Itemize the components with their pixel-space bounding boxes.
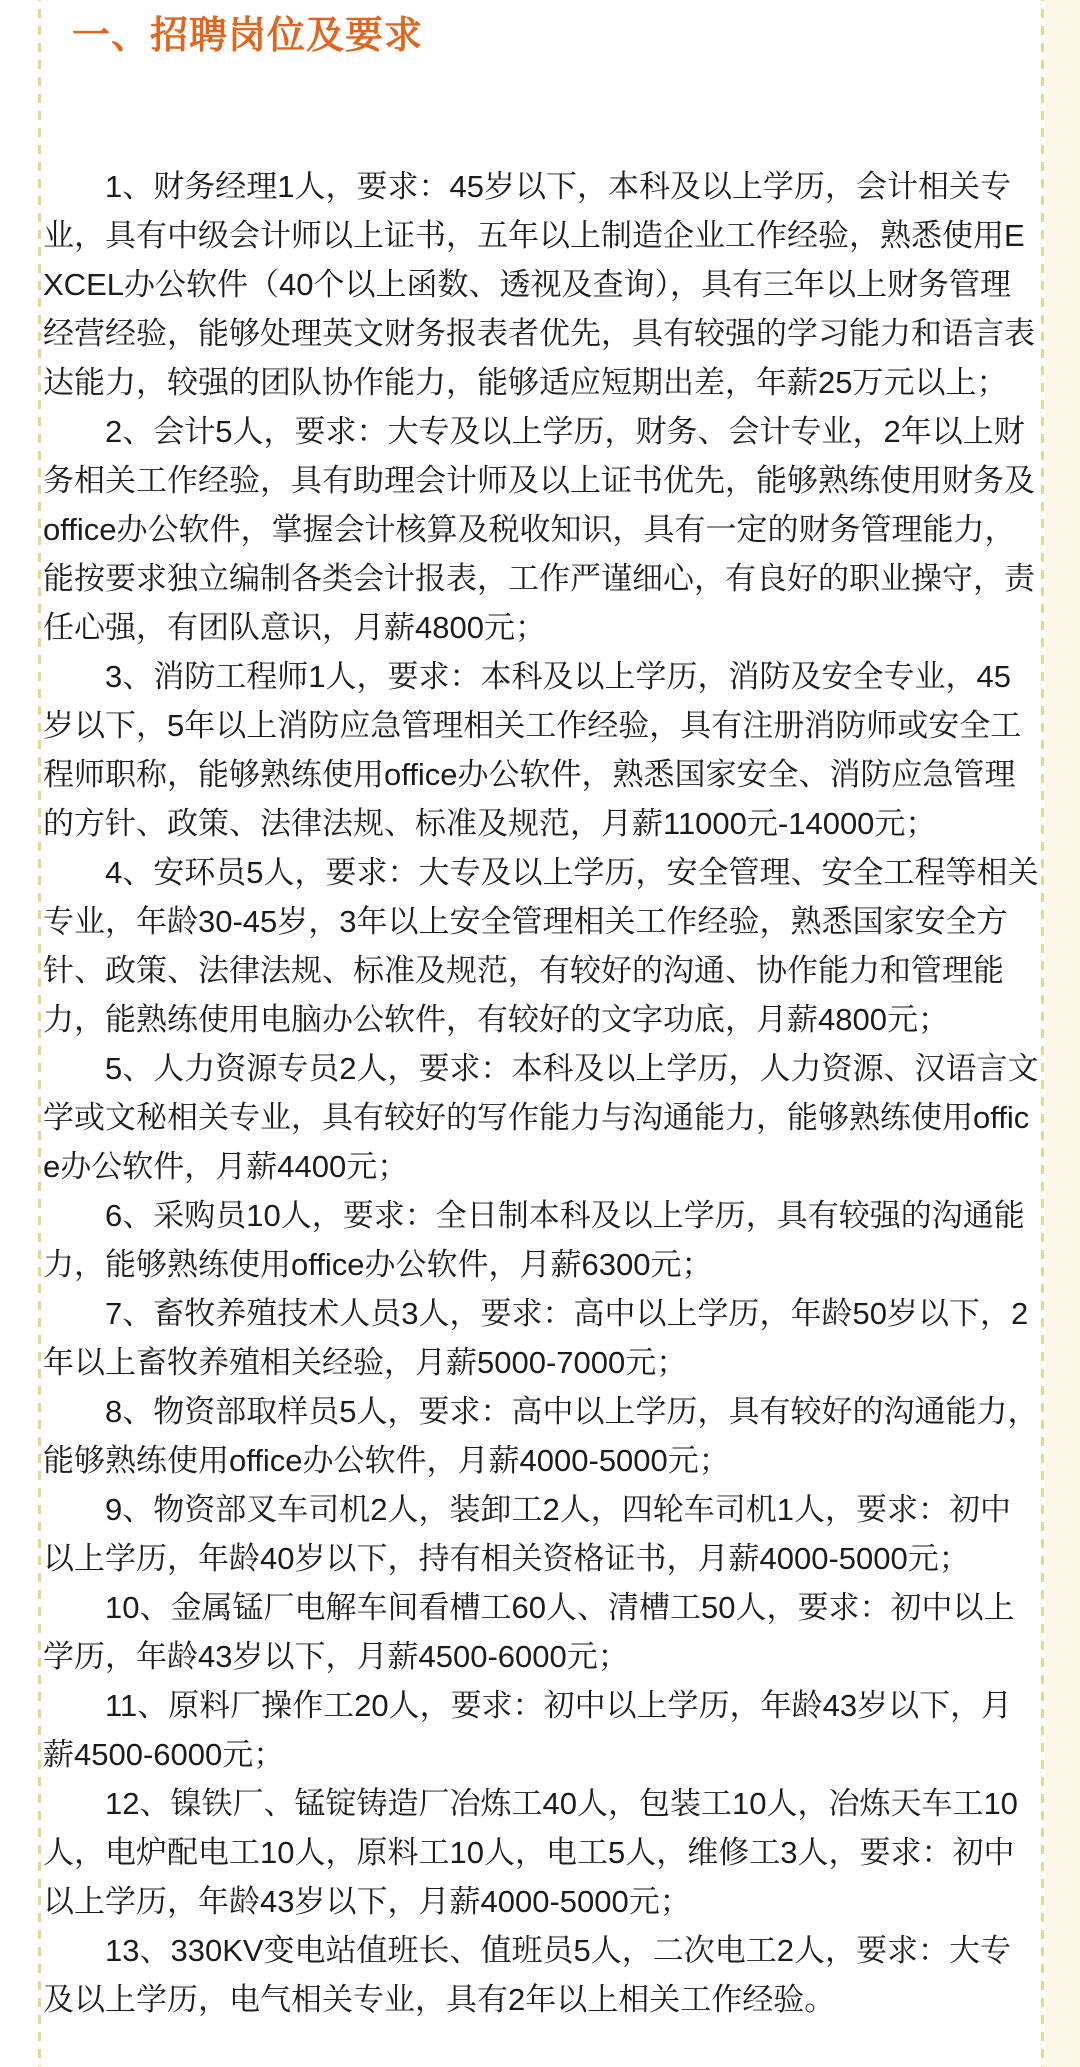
job-item-6: 6、采购员10人，要求：全日制本科及以上学历，具有较强的沟通能力，能够熟练使用office办公软件，月薪6300元； <box>43 1198 1025 1282</box>
job-item-7: 7、畜牧养殖技术人员3人，要求：高中以上学历，年龄50岁以下，2年以上畜牧养殖相关经验，月薪5000-7000元； <box>43 1296 1029 1380</box>
article-content <box>43 0 1040 2024</box>
left-dashed-border <box>38 0 41 2067</box>
job-item-10: 10、金属锰厂电解车间看槽工60人、清槽工50人，要求：初中以上学历，年龄43岁以下，月薪4500-6000元； <box>43 1590 1015 1674</box>
job-item-4: 4、安环员5人，要求：大专及以上学历，安全管理、安全工程等相关专业，年龄30-45岁，3年以上安全管理相关工作经验，熟悉国家安全方针、政策、法律法规、标准及规范，有较好的沟通、协作能力和管理能力，能熟练使用电脑办公软件，有较好的文字功底，月薪4800元； <box>43 855 1039 1037</box>
section-title: 一、招聘岗位及要求 <box>72 15 424 57</box>
job-item-1: 1、财务经理1人，要求：45岁以下，本科及以上学历，会计相关专业，具有中级会计师以上证书，五年以上制造企业工作经验，熟悉使用EXCEL办公软件（40个以上函数、透视及查询），具有三年以上财务管理经营经验，能够处理英文财务报表者优先，具有较强的学习能力和语言表达能力，较强的团队协作能力，能够适应短期出差，年薪25万元以上； <box>43 169 1035 400</box>
job-list <box>43 162 1040 2024</box>
right-margin-strip <box>1045 0 1080 2067</box>
job-item-8: 8、物资部取样员5人，要求：高中以上学历，具有较好的沟通能力，能够熟练使用office办公软件，月薪4000-5000元； <box>43 1394 1039 1478</box>
job-item-3: 3、消防工程师1人，要求：本科及以上学历，消防及安全专业，45岁以下，5年以上消防应急管理相关工作经验，具有注册消防师或安全工程师职称，能够熟练使用office办公软件，熟悉国家安全、消防应急管理的方针、政策、法律法规、标准及规范，月薪11000元-14000元； <box>43 659 1022 841</box>
job-item-2: 2、会计5人，要求：大专及以上学历，财务、会计专业，2年以上财务相关工作经验，具有助理会计师及以上证书优先，能够熟练使用财务及office办公软件，掌握会计核算及税收知识，具有一定的财务管理能力，能按要求独立编制各类会计报表，工作严谨细心，有良好的职业操守，责任心强，有团队意识，月薪4800元； <box>43 414 1035 645</box>
right-dashed-border <box>1041 0 1044 2067</box>
job-item-9: 9、物资部叉车司机2人，装卸工2人，四轮车司机1人，要求：初中以上学历，年龄40岁以下，持有相关资格证书，月薪4000-5000元； <box>43 1492 1011 1576</box>
job-item-12: 12、镍铁厂、锰锭铸造厂冶炼工40人，包装工10人，冶炼天车工10人，电炉配电工10人，原料工10人，电工5人，维修工3人，要求：初中以上学历，年龄43岁以下，月薪4000-5000元； <box>43 1786 1018 1919</box>
job-item-5: 5、人力资源专员2人，要求：本科及以上学历，人力资源、汉语言文学或文秘相关专业，具有较好的写作能力与沟通能力，能够熟练使用office办公软件，月薪4400元； <box>43 1051 1039 1184</box>
job-item-13: 13、330KV变电站值班长、值班员5人，二次电工2人，要求：大专及以上学历，电气相关专业，具有2年以上相关工作经验。 <box>43 1933 1012 2017</box>
job-item-11: 11、原料厂操作工20人，要求：初中以上学历，年龄43岁以下，月薪4500-6000元； <box>43 1688 1013 1772</box>
